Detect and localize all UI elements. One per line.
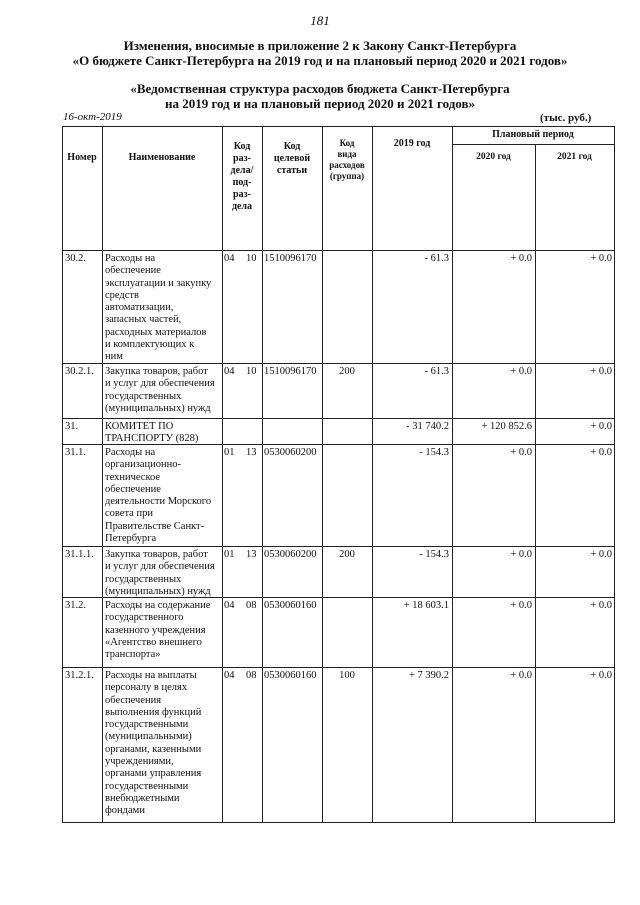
header-number: Номер: [67, 152, 97, 163]
column-divider: [535, 144, 536, 823]
cell-csr: 0530060160: [264, 670, 317, 681]
cell-name: Закупка товаров, работ и услуг для обеспечения государственных (муниципальных) нужд: [105, 366, 215, 414]
cell-csr: 1510096170: [264, 366, 317, 377]
cell-y2020: + 0.0: [510, 670, 532, 681]
cell-rz: 01: [224, 447, 235, 458]
header-year-2021: 2021 год: [557, 152, 592, 162]
cell-name: Расходы на содержание государственного казенного учреждения «Агентство внешнего транспорта»: [105, 600, 211, 661]
cell-y2019: - 61.3: [424, 253, 449, 264]
cell-num: 30.2.1.: [65, 366, 94, 377]
cell-y2020: + 0.0: [510, 366, 532, 377]
header-section-code: Код раз- дела/ под- раз- дела: [230, 141, 254, 212]
cell-csr: 0530060200: [264, 447, 317, 458]
cell-num: 30.2.: [65, 253, 86, 264]
cell-y2021: + 0.0: [590, 447, 612, 458]
column-divider: [62, 126, 63, 823]
cell-y2019: - 154.3: [419, 447, 449, 458]
cell-rz: 04: [224, 366, 235, 377]
cell-y2021: + 0.0: [590, 421, 612, 432]
cell-name: Закупка товаров, работ и услуг для обеспечения государственных (муниципальных) нужд: [105, 549, 215, 597]
cell-y2021: + 0.0: [590, 366, 612, 377]
cell-num: 31.: [65, 421, 79, 432]
cell-name: КОМИТЕТ ПО ТРАНСПОРТУ (828): [105, 421, 199, 445]
cell-pr: 13: [246, 447, 257, 458]
cell-y2020: + 0.0: [510, 447, 532, 458]
cell-pr: 10: [246, 366, 257, 377]
cell-y2019: + 18 603.1: [403, 600, 449, 611]
header-year-2020: 2020 год: [476, 152, 511, 162]
cell-name: Расходы на организационно- техническое обеспечение деятельности Морского совета при Правительстве Санкт- Петербурга: [105, 447, 212, 545]
cell-rz: 01: [224, 549, 235, 560]
cell-num: 31.1.: [65, 447, 86, 458]
column-divider: [372, 126, 373, 823]
cell-rz: 04: [224, 600, 235, 611]
subtitle-line-2: на 2019 год и на плановый период 2020 и 2021 годов»: [164, 96, 475, 111]
cell-y2019: + 7 390.2: [408, 670, 449, 681]
cell-csr: 1510096170: [264, 253, 317, 264]
cell-y2021: + 0.0: [590, 670, 612, 681]
header-year-2019: 2019 год: [393, 138, 431, 149]
cell-csr: 0530060160: [264, 600, 317, 611]
column-divider: [614, 126, 615, 823]
cell-pr: 10: [246, 253, 257, 264]
cell-pr: 08: [246, 670, 257, 681]
subtitle-line-1: «Ведомственная структура расходов бюджета Санкт-Петербурга: [130, 81, 510, 96]
cell-num: 31.1.1.: [65, 549, 94, 560]
cell-pr: 13: [246, 549, 257, 560]
title-line-1: Изменения, вносимые в приложение 2 к Закону Санкт-Петербурга: [123, 38, 517, 53]
header-target-code: Код целевой статьи: [273, 141, 311, 176]
cell-rz: 04: [224, 670, 235, 681]
column-divider: [452, 126, 453, 823]
header-expense-type-code: Код вида расходов (группа): [329, 138, 365, 181]
column-divider: [262, 126, 263, 823]
header-plan-period: Плановый период: [492, 129, 574, 140]
cell-y2019: - 31 740.2: [406, 421, 449, 432]
cell-y2021: + 0.0: [590, 600, 612, 611]
page-number: 181: [310, 13, 330, 28]
cell-name: Расходы на обеспечение эксплуатации и закупку средств автоматизации, запасных частей, расходных материалов и комплектующих к ним: [105, 253, 212, 363]
row-divider: [62, 418, 614, 419]
cell-vr: 100: [339, 670, 355, 681]
row-divider: [62, 667, 614, 668]
cell-y2021: + 0.0: [590, 253, 612, 264]
cell-pr: 08: [246, 600, 257, 611]
cell-y2020: + 0.0: [510, 253, 532, 264]
cell-y2020: + 120 852.6: [481, 421, 532, 432]
cell-y2019: - 61.3: [424, 366, 449, 377]
cell-vr: 200: [339, 549, 355, 560]
cell-vr: 200: [339, 366, 355, 377]
row-divider: [62, 822, 614, 823]
cell-num: 31.2.1.: [65, 670, 94, 681]
title-line-2: «О бюджете Санкт-Петербурга на 2019 год и на плановый период 2020 и 2021 годов»: [72, 53, 568, 68]
cell-name: Расходы на выплаты персоналу в целях обеспечения выполнения функций государственными (муниципальными) органами, казенными учреждениями, органами управления государственными внебюджетными фондами: [105, 670, 202, 817]
row-divider: [62, 546, 614, 547]
plan-period-divider: [452, 144, 614, 145]
header-name: Наименование: [128, 152, 196, 163]
document-date: 16-окт-2019: [63, 111, 122, 123]
cell-y2020: + 0.0: [510, 549, 532, 560]
cell-y2019: - 154.3: [419, 549, 449, 560]
cell-csr: 0530060200: [264, 549, 317, 560]
cell-y2021: + 0.0: [590, 549, 612, 560]
cell-num: 31.2.: [65, 600, 86, 611]
cell-rz: 04: [224, 253, 235, 264]
column-divider: [322, 126, 323, 823]
units-label: (тыс. руб.): [540, 112, 592, 124]
cell-y2020: + 0.0: [510, 600, 532, 611]
table-border-top: [62, 126, 614, 127]
row-divider: [62, 250, 614, 251]
column-divider: [102, 126, 103, 823]
